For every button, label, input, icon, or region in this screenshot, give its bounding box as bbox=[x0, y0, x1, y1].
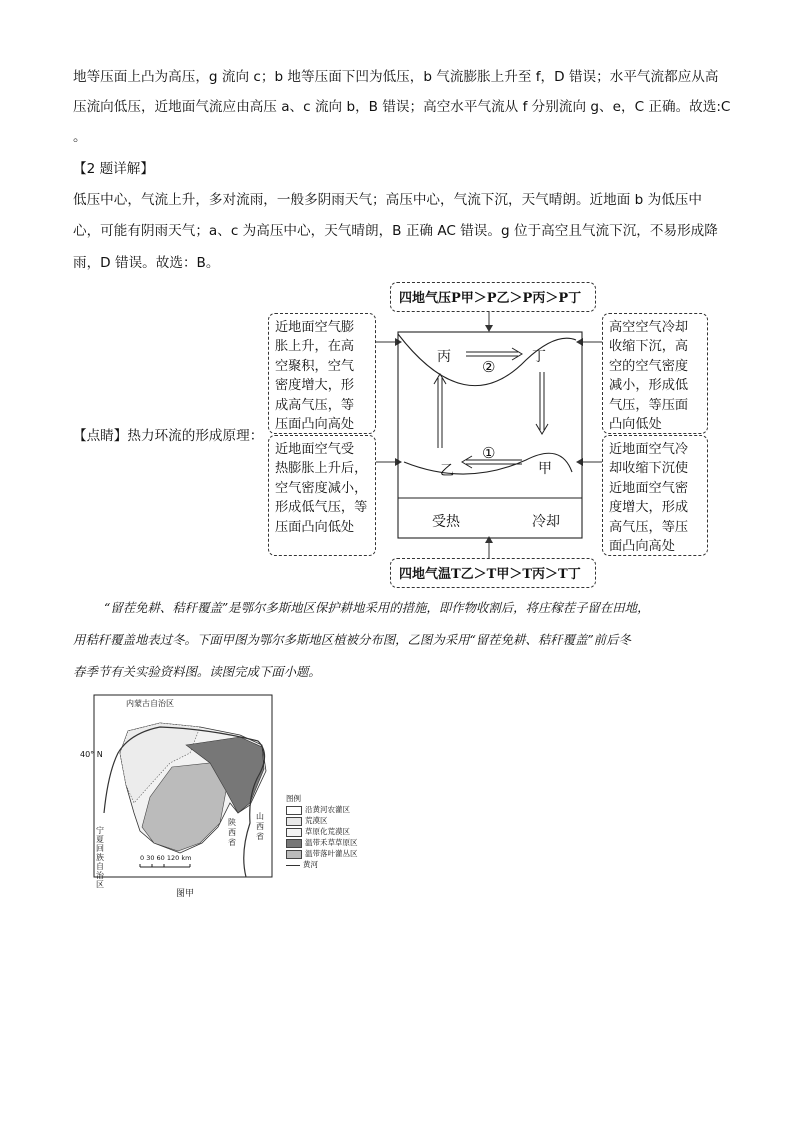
legend-item-3: 草原化荒漠区 bbox=[286, 826, 350, 837]
legend-item-6: 黄河 bbox=[286, 859, 318, 870]
label-yi: 乙 bbox=[440, 463, 454, 479]
map-caption: 图甲 bbox=[176, 889, 195, 899]
label-bing: 丙 bbox=[437, 349, 451, 365]
thermal-circulation-diagram bbox=[376, 312, 602, 558]
label-circle-1: ① bbox=[482, 444, 496, 462]
right-bottom-box: 近地面空气冷 却收缩下沉使 近地面空气密 度增大，形成 高气压，等压 面凸向高处 bbox=[602, 435, 708, 556]
answer-line-2: 压流向低压，近地面气流应由高压 a、c 流向 b，B 错误；高空水平气流从 f 分别流向 g、e，C 正确。故选:C bbox=[73, 99, 731, 115]
label-cool: 冷却 bbox=[532, 514, 560, 530]
answer-line-1: 地等压面上凸为高压，g 流向 c；b 地等压面下凹为低压，b 气流膨胀上升至 f，D 错误；水平气流都应从高 bbox=[73, 69, 719, 85]
intro-line-3: 春季节有关实验资料图。读图完成下面小题。 bbox=[73, 664, 321, 679]
legend-title: 图例 bbox=[286, 794, 301, 803]
legend-item-2: 荒漠区 bbox=[286, 815, 328, 826]
map-lat: 40° N bbox=[80, 750, 103, 759]
intro-line-2: 用秸秆覆盖地表过冬。下面甲图为鄂尔多斯地区植被分布图，乙图为采用“留茬免耕、秸秆覆盖”前后冬 bbox=[73, 632, 631, 647]
label-heat: 受热 bbox=[432, 514, 460, 530]
intro-line-1: “留茬免耕、秸秆覆盖”是鄂尔多斯地区保护耕地采用的措施，即作物收割后，将庄稼茬子留在田地， bbox=[104, 600, 650, 615]
temperature-box: 四地气温T乙＞T甲＞T丙＞T丁 bbox=[390, 558, 596, 588]
section-heading: 【2 题详解】 bbox=[73, 161, 154, 177]
map-scale: 0 30 60 120 km bbox=[140, 854, 192, 862]
left-bottom-box: 近地面空气受 热膨胀上升后， 空气密度减小， 形成低气压，等 压面凸向低处 bbox=[268, 435, 376, 556]
legend-item-1: 沿黄河农灌区 bbox=[286, 804, 350, 815]
map-region-top: 内蒙古自治区 bbox=[126, 699, 174, 708]
label-ding: 丁 bbox=[532, 349, 546, 365]
left-top-box: 近地面空气膨 胀上升，在高 空聚积，空气 密度增大，形 成高气压，等 压面凸向高处 bbox=[268, 313, 376, 434]
legend-item-4: 温带禾草草原区 bbox=[286, 837, 358, 848]
explanation-line-1: 低压中心，气流上升，多对流雨，一般多阴雨天气；高压中心，气流下沉，天气晴朗。近地面 b 为低压中 bbox=[73, 192, 702, 208]
label-circle-2: ② bbox=[482, 358, 496, 376]
map-shaanxi: 陕 西 省 bbox=[228, 818, 236, 847]
explanation-line-3: 雨，D 错误。故选：B。 bbox=[73, 255, 220, 271]
legend-item-5: 温带落叶灌丛区 bbox=[286, 848, 358, 859]
pressure-box: 四地气压P甲＞P乙＞P丙＞P丁 bbox=[390, 282, 596, 312]
map-shanxi: 山 西 省 bbox=[256, 812, 264, 841]
answer-line-3: 。 bbox=[73, 129, 87, 145]
right-top-box: 高空空气冷却 收缩下沉，高 空的空气密度 减小，形成低 气压，等压面 凸向低处 bbox=[602, 313, 708, 434]
dianjing-label: 【点睛】热力环流的形成原理： bbox=[73, 428, 264, 444]
label-jia: 甲 bbox=[538, 461, 552, 477]
explanation-line-2: 心，可能有阴雨天气；a、c 为高压中心，天气晴朗，B 正确 AC 错误。g 位于高空且气流下沉，不易形成降 bbox=[73, 223, 718, 239]
map-ningxia: 宁 夏 回 族 自 治 区 bbox=[96, 826, 104, 889]
